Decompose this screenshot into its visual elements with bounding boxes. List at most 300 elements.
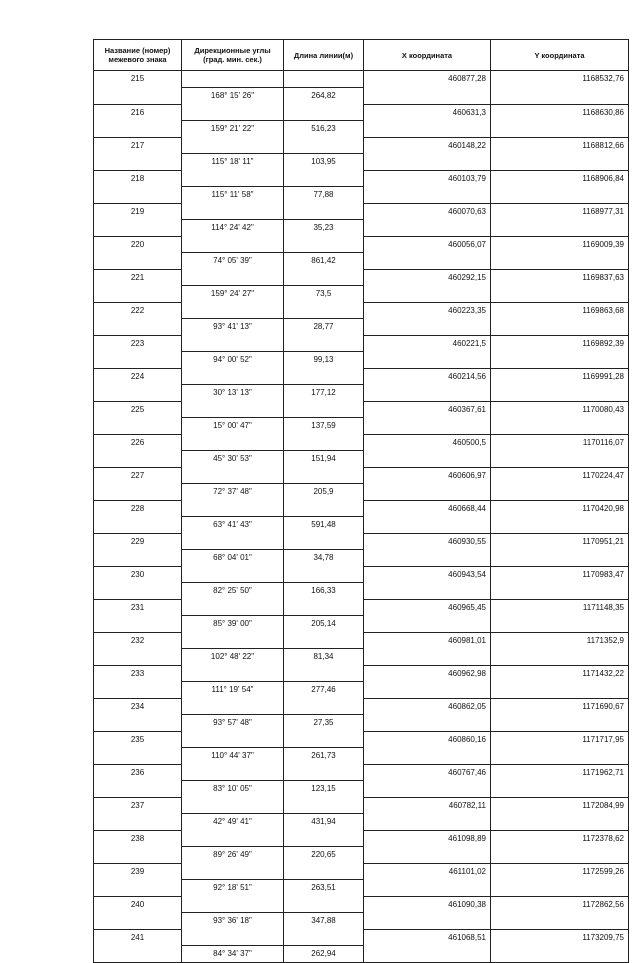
header-direction: Дирекционные углы (град. мин. сек.): [182, 40, 284, 71]
cell-name: [94, 352, 182, 369]
cell-name: 227: [94, 467, 182, 484]
table-row-point: [94, 896, 629, 913]
cell-name: [94, 187, 182, 204]
cell-direction: [182, 797, 284, 814]
cell-x: 460981,01: [364, 632, 491, 649]
cell-name: 224: [94, 368, 182, 385]
table-row-segment: [94, 385, 629, 402]
cell-name: 237: [94, 797, 182, 814]
table-row-point: [94, 236, 629, 253]
cell-y: 1170116,07: [491, 434, 629, 451]
table-row-segment: [94, 286, 629, 303]
cell-length: [284, 269, 364, 286]
cell-direction: 93° 57' 48": [182, 715, 284, 732]
cell-direction: 89° 26' 49": [182, 847, 284, 864]
table-row-point: [94, 665, 629, 682]
cell-y: [491, 385, 629, 402]
cell-x: [364, 286, 491, 303]
cell-name: 217: [94, 137, 182, 154]
cell-name: [94, 715, 182, 732]
cell-length: 34,78: [284, 550, 364, 567]
cell-y: [491, 550, 629, 567]
cell-length: [284, 764, 364, 781]
cell-length: [284, 104, 364, 121]
cell-length: [284, 368, 364, 385]
table-row-segment: [94, 781, 629, 798]
cell-name: [94, 484, 182, 501]
cell-length: [284, 698, 364, 715]
cell-x: [364, 220, 491, 237]
cell-y: 1168812,66: [491, 137, 629, 154]
cell-name: 223: [94, 335, 182, 352]
cell-name: 232: [94, 632, 182, 649]
table-row-point: [94, 401, 629, 418]
cell-name: [94, 880, 182, 897]
table-row-point: [94, 863, 629, 880]
cell-x: 460877,28: [364, 71, 491, 88]
table-row-segment: [94, 913, 629, 930]
cell-length: [284, 929, 364, 946]
cell-length: 28,77: [284, 319, 364, 336]
cell-length: [284, 632, 364, 649]
cell-name: [94, 517, 182, 534]
cell-length: 99,13: [284, 352, 364, 369]
table-row-point: [94, 104, 629, 121]
cell-direction: [182, 170, 284, 187]
cell-x: 460962,98: [364, 665, 491, 682]
table-body: [94, 71, 629, 963]
cell-length: [284, 71, 364, 88]
cell-y: [491, 649, 629, 666]
header-name: Название (номер) межевого знака: [94, 40, 182, 71]
cell-x: [364, 946, 491, 963]
cell-name: 220: [94, 236, 182, 253]
cell-length: 35,23: [284, 220, 364, 237]
cell-length: 431,94: [284, 814, 364, 831]
cell-direction: 110° 44' 37": [182, 748, 284, 765]
table-row-segment: [94, 253, 629, 270]
cell-name: [94, 781, 182, 798]
cell-direction: [182, 830, 284, 847]
cell-direction: 94° 00' 52": [182, 352, 284, 369]
cell-x: [364, 781, 491, 798]
cell-name: 236: [94, 764, 182, 781]
cell-x: 460292,15: [364, 269, 491, 286]
table-row-segment: [94, 121, 629, 138]
cell-x: 461068,51: [364, 929, 491, 946]
cell-x: 460943,54: [364, 566, 491, 583]
table-row-point: [94, 566, 629, 583]
cell-x: [364, 352, 491, 369]
cell-y: [491, 913, 629, 930]
cell-name: 234: [94, 698, 182, 715]
table-row-segment: [94, 319, 629, 336]
table-row-segment: [94, 880, 629, 897]
cell-name: 222: [94, 302, 182, 319]
cell-name: [94, 385, 182, 402]
cell-x: 460221,5: [364, 335, 491, 352]
cell-y: [491, 814, 629, 831]
cell-direction: [182, 137, 284, 154]
cell-y: [491, 253, 629, 270]
cell-y: 1172599,26: [491, 863, 629, 880]
cell-y: 1171432,22: [491, 665, 629, 682]
table-row-point: [94, 632, 629, 649]
cell-name: 225: [94, 401, 182, 418]
cell-y: [491, 451, 629, 468]
cell-y: 1172862,56: [491, 896, 629, 913]
cell-x: [364, 583, 491, 600]
cell-x: 460862,05: [364, 698, 491, 715]
cell-name: [94, 682, 182, 699]
cell-length: 861,42: [284, 253, 364, 270]
cell-length: 516,23: [284, 121, 364, 138]
cell-direction: [182, 104, 284, 121]
cell-y: 1170951,21: [491, 533, 629, 550]
cell-direction: [182, 71, 284, 88]
cell-length: 347,88: [284, 913, 364, 930]
cell-name: 235: [94, 731, 182, 748]
cell-x: 460782,11: [364, 797, 491, 814]
table-row-point: [94, 599, 629, 616]
cell-length: [284, 533, 364, 550]
cell-x: [364, 418, 491, 435]
cell-direction: 15° 00' 47": [182, 418, 284, 435]
cell-direction: [182, 500, 284, 517]
table-row-point: [94, 467, 629, 484]
cell-length: [284, 731, 364, 748]
cell-y: [491, 88, 629, 105]
cell-y: [491, 715, 629, 732]
cell-x: [364, 748, 491, 765]
cell-length: [284, 236, 364, 253]
cell-direction: 102° 48' 22": [182, 649, 284, 666]
cell-y: [491, 484, 629, 501]
cell-y: 1172084,99: [491, 797, 629, 814]
cell-direction: [182, 599, 284, 616]
cell-name: [94, 154, 182, 171]
cell-x: [364, 649, 491, 666]
cell-x: 460056,07: [364, 236, 491, 253]
cell-x: 460500,5: [364, 434, 491, 451]
cell-x: 460103,79: [364, 170, 491, 187]
cell-direction: 63° 41' 43": [182, 517, 284, 534]
cell-x: [364, 319, 491, 336]
table-row-segment: [94, 517, 629, 534]
cell-direction: [182, 203, 284, 220]
cell-x: [364, 715, 491, 732]
cell-name: [94, 946, 182, 963]
table-row-segment: [94, 748, 629, 765]
cell-direction: [182, 401, 284, 418]
cell-direction: 85° 39' 00": [182, 616, 284, 633]
cell-y: 1170420,98: [491, 500, 629, 517]
table-row-point: [94, 500, 629, 517]
cell-y: 1169009,39: [491, 236, 629, 253]
cell-x: [364, 385, 491, 402]
cell-y: 1173209,75: [491, 929, 629, 946]
cell-y: 1168977,31: [491, 203, 629, 220]
cell-length: 220,65: [284, 847, 364, 864]
cell-y: 1169837,63: [491, 269, 629, 286]
cell-x: 460668,44: [364, 500, 491, 517]
cell-y: [491, 154, 629, 171]
cell-direction: [182, 467, 284, 484]
table-row-segment: [94, 484, 629, 501]
cell-name: [94, 583, 182, 600]
cell-x: [364, 913, 491, 930]
cell-y: [491, 583, 629, 600]
cell-direction: [182, 896, 284, 913]
cell-name: [94, 616, 182, 633]
cell-x: [364, 814, 491, 831]
table-row-point: [94, 203, 629, 220]
cell-x: [364, 451, 491, 468]
cell-name: 215: [94, 71, 182, 88]
cell-direction: 30° 13' 13": [182, 385, 284, 402]
cell-name: 218: [94, 170, 182, 187]
cell-name: 240: [94, 896, 182, 913]
table-row-point: [94, 533, 629, 550]
cell-y: [491, 517, 629, 534]
cell-x: [364, 682, 491, 699]
cell-name: [94, 286, 182, 303]
cell-y: [491, 418, 629, 435]
cell-y: [491, 781, 629, 798]
cell-name: 231: [94, 599, 182, 616]
cell-name: 216: [94, 104, 182, 121]
cell-y: [491, 352, 629, 369]
table-row-segment: [94, 88, 629, 105]
cell-direction: 159° 21' 22": [182, 121, 284, 138]
cell-name: [94, 649, 182, 666]
cell-length: 81,34: [284, 649, 364, 666]
cell-x: [364, 187, 491, 204]
cell-length: 264,82: [284, 88, 364, 105]
cell-y: 1169991,28: [491, 368, 629, 385]
table-row-segment: [94, 715, 629, 732]
cell-y: [491, 220, 629, 237]
cell-name: [94, 88, 182, 105]
header-length: Длина линии(м): [284, 40, 364, 71]
cell-x: 461090,38: [364, 896, 491, 913]
cell-x: [364, 880, 491, 897]
cell-length: [284, 170, 364, 187]
cell-y: 1170080,43: [491, 401, 629, 418]
cell-y: 1171717,95: [491, 731, 629, 748]
cell-direction: [182, 863, 284, 880]
cell-x: 460606,97: [364, 467, 491, 484]
cell-length: [284, 863, 364, 880]
cell-direction: [182, 236, 284, 253]
cell-y: 1171148,35: [491, 599, 629, 616]
cell-y: [491, 847, 629, 864]
cell-x: 460860,16: [364, 731, 491, 748]
cell-direction: [182, 368, 284, 385]
cell-y: 1170224,47: [491, 467, 629, 484]
cell-name: [94, 913, 182, 930]
table-row-point: [94, 434, 629, 451]
cell-x: 460214,56: [364, 368, 491, 385]
cell-direction: 92° 18' 51": [182, 880, 284, 897]
table-row-segment: [94, 187, 629, 204]
cell-x: [364, 517, 491, 534]
table-row-segment: [94, 352, 629, 369]
cell-length: [284, 335, 364, 352]
table-row-point: [94, 929, 629, 946]
cell-x: [364, 121, 491, 138]
cell-y: 1171352,9: [491, 632, 629, 649]
cell-x: 460148,22: [364, 137, 491, 154]
cell-y: 1168906,84: [491, 170, 629, 187]
table-row-point: [94, 335, 629, 352]
cell-length: [284, 500, 364, 517]
cell-y: 1171690,67: [491, 698, 629, 715]
cell-length: 205,9: [284, 484, 364, 501]
cell-length: [284, 665, 364, 682]
cell-length: [284, 467, 364, 484]
table-row-segment: [94, 154, 629, 171]
boundary-coordinates-table: [93, 39, 629, 963]
cell-direction: [182, 533, 284, 550]
table-row-point: [94, 368, 629, 385]
cell-x: 461098,89: [364, 830, 491, 847]
cell-name: [94, 847, 182, 864]
table-row-point: [94, 302, 629, 319]
cell-length: [284, 434, 364, 451]
cell-x: 460930,55: [364, 533, 491, 550]
cell-x: [364, 847, 491, 864]
table-row-segment: [94, 682, 629, 699]
cell-y: [491, 880, 629, 897]
cell-direction: [182, 302, 284, 319]
cell-length: 205,14: [284, 616, 364, 633]
cell-direction: 115° 18' 11": [182, 154, 284, 171]
cell-name: 239: [94, 863, 182, 880]
cell-direction: 84° 34' 37": [182, 946, 284, 963]
cell-name: [94, 418, 182, 435]
cell-length: 123,15: [284, 781, 364, 798]
cell-length: 151,94: [284, 451, 364, 468]
cell-direction: 83° 10' 05": [182, 781, 284, 798]
cell-length: 591,48: [284, 517, 364, 534]
cell-name: 233: [94, 665, 182, 682]
cell-x: 460223,35: [364, 302, 491, 319]
cell-name: 226: [94, 434, 182, 451]
cell-x: [364, 88, 491, 105]
cell-x: 461101,02: [364, 863, 491, 880]
cell-name: [94, 220, 182, 237]
cell-length: 263,51: [284, 880, 364, 897]
cell-direction: 45° 30' 53": [182, 451, 284, 468]
cell-length: 27,35: [284, 715, 364, 732]
cell-y: [491, 319, 629, 336]
cell-direction: 114° 24' 42": [182, 220, 284, 237]
cell-direction: 93° 36' 18": [182, 913, 284, 930]
cell-direction: [182, 731, 284, 748]
cell-y: 1168532,76: [491, 71, 629, 88]
table-header-row: [94, 40, 629, 71]
table-row-segment: [94, 451, 629, 468]
cell-name: [94, 121, 182, 138]
cell-y: 1169892,39: [491, 335, 629, 352]
cell-direction: 82° 25' 50": [182, 583, 284, 600]
cell-x: [364, 616, 491, 633]
cell-y: 1168630,86: [491, 104, 629, 121]
cell-length: 166,33: [284, 583, 364, 600]
cell-y: [491, 748, 629, 765]
cell-direction: [182, 929, 284, 946]
cell-y: 1170983,47: [491, 566, 629, 583]
cell-direction: 111° 19' 54": [182, 682, 284, 699]
table-row-point: [94, 830, 629, 847]
table-row-point: [94, 71, 629, 88]
table-row-segment: [94, 649, 629, 666]
table-row-point: [94, 764, 629, 781]
table-row-segment: [94, 616, 629, 633]
cell-name: 230: [94, 566, 182, 583]
cell-length: [284, 137, 364, 154]
cell-y: [491, 616, 629, 633]
table-row-point: [94, 731, 629, 748]
cell-length: 103,95: [284, 154, 364, 171]
cell-direction: [182, 269, 284, 286]
cell-y: [491, 286, 629, 303]
cell-length: 137,59: [284, 418, 364, 435]
cell-name: [94, 748, 182, 765]
cell-y: [491, 946, 629, 963]
cell-length: 73,5: [284, 286, 364, 303]
cell-name: 229: [94, 533, 182, 550]
cell-name: 219: [94, 203, 182, 220]
cell-name: [94, 814, 182, 831]
cell-y: 1171962,71: [491, 764, 629, 781]
cell-x: 460767,46: [364, 764, 491, 781]
cell-direction: 159° 24' 27": [182, 286, 284, 303]
table-row-point: [94, 170, 629, 187]
cell-name: 238: [94, 830, 182, 847]
cell-x: [364, 550, 491, 567]
cell-length: 261,73: [284, 748, 364, 765]
cell-y: 1169863,68: [491, 302, 629, 319]
table-row-segment: [94, 847, 629, 864]
table-row-segment: [94, 220, 629, 237]
cell-x: [364, 253, 491, 270]
cell-length: 177,12: [284, 385, 364, 402]
table-row-point: [94, 698, 629, 715]
cell-name: [94, 451, 182, 468]
cell-direction: 74° 05' 39": [182, 253, 284, 270]
cell-length: [284, 896, 364, 913]
table-row-segment: [94, 814, 629, 831]
cell-length: [284, 302, 364, 319]
cell-y: [491, 682, 629, 699]
header-y: Y координата: [491, 40, 629, 71]
cell-direction: [182, 698, 284, 715]
cell-direction: [182, 632, 284, 649]
cell-direction: [182, 434, 284, 451]
cell-length: [284, 830, 364, 847]
cell-name: 228: [94, 500, 182, 517]
cell-name: [94, 253, 182, 270]
table-row-segment: [94, 550, 629, 567]
cell-length: [284, 566, 364, 583]
cell-direction: [182, 764, 284, 781]
cell-length: 262,94: [284, 946, 364, 963]
cell-name: 221: [94, 269, 182, 286]
header-x: X координата: [364, 40, 491, 71]
cell-name: [94, 319, 182, 336]
